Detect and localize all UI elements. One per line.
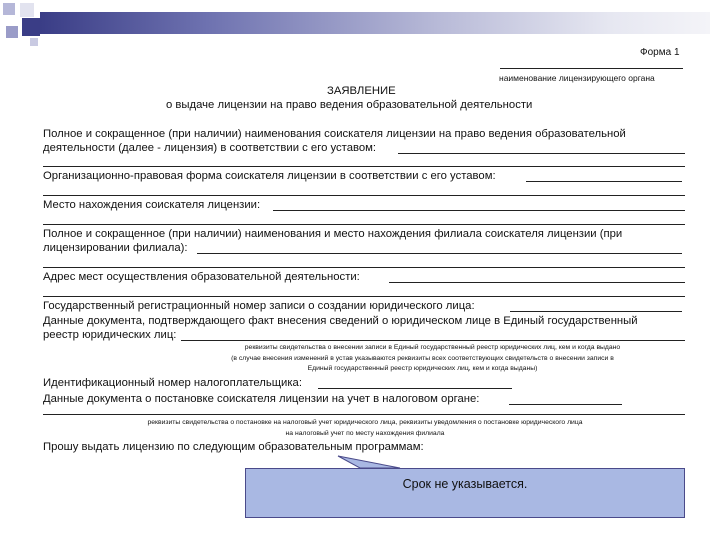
deco-square <box>22 18 40 36</box>
document-subtitle: о выдаче лицензии на право ведения образовательной деятельности <box>166 99 533 111</box>
field-legal-form-input-line-2[interactable] <box>43 195 685 196</box>
form-number: Форма 1 <box>640 47 680 58</box>
callout-note <box>245 468 685 518</box>
field-branch-label-cont: лицензировании филиала): <box>43 242 188 254</box>
field-ogrn-label: Государственный регистрационный номер записи о создании юридического лица: <box>43 300 475 312</box>
field-name-input-line[interactable] <box>398 153 685 154</box>
field-egrul-doc-label: Данные документа, подтверждающего факт внесения сведений о юридическом лице в Единый государственный <box>43 315 638 327</box>
field-egrul-doc-input-line[interactable] <box>181 340 685 341</box>
field-ogrn-input-line[interactable] <box>510 311 682 312</box>
deco-square <box>30 38 38 46</box>
licensing-body-line <box>500 68 683 69</box>
header-decoration <box>0 0 720 50</box>
field-tax-doc-input-line-2[interactable] <box>43 414 685 415</box>
tax-note-2: на налоговый учет по месту нахождения филиала <box>285 430 445 437</box>
field-location-input-line-2[interactable] <box>43 224 685 225</box>
field-addresses-input-line-2[interactable] <box>43 296 685 297</box>
field-inn-label: Идентификационный номер налогоплательщика: <box>43 377 302 389</box>
field-name-label: Полное и сокращенное (при наличии) наименования соискателя лицензии на право ведения образовательной <box>43 128 626 140</box>
licensing-body-caption: наименование лицензирующего органа <box>499 73 655 83</box>
request-text: Прошу выдать лицензию по следующим образовательным программам: <box>43 441 424 453</box>
field-location-input-line[interactable] <box>273 210 685 211</box>
field-location-label: Место нахождения соискателя лицензии: <box>43 199 261 211</box>
callout-text: Срок не указывается. <box>402 477 528 491</box>
field-branch-input-line[interactable] <box>197 253 682 254</box>
field-branch-input-line-2[interactable] <box>43 267 685 268</box>
field-name-label-cont: деятельности (далее - лицензия) в соответствии с его уставом: <box>43 142 377 154</box>
callout-pointer-shape <box>338 456 400 468</box>
deco-square <box>6 26 18 38</box>
field-branch-label: Полное и сокращенное (при наличии) наименования и место нахождения филиала соискателя лицензии (при <box>43 228 623 240</box>
field-legal-form-input-line[interactable] <box>526 181 682 182</box>
field-tax-doc-input-line[interactable] <box>509 404 622 405</box>
field-inn-input-line[interactable] <box>318 388 512 389</box>
header-gradient-bar <box>40 12 710 34</box>
deco-square <box>3 3 15 15</box>
deco-square <box>20 3 34 17</box>
tax-note-1: реквизиты свидетельства о постановке на налоговый учет юридического лица, реквизиты уведомления о постановке юридического лица <box>147 419 583 426</box>
field-addresses-label: Адрес мест осуществления образовательной деятельности: <box>43 271 360 283</box>
egrul-note-2: (в случае внесения изменений в устав указываются реквизиты всех соответствующих свидетельств о внесении записи в <box>231 355 614 362</box>
document-title: ЗАЯВЛЕНИЕ <box>327 85 396 97</box>
egrul-note-1: реквизиты свидетельства о внесении записи в Единый государственный реестр юридических лиц, кем и когда выдано <box>244 344 621 351</box>
field-tax-doc-label: Данные документа о постановке соискателя лицензии на учет в налоговом органе: <box>43 393 480 405</box>
egrul-note-3: Единый государственный реестр юридических лиц, кем и когда выданы) <box>307 365 538 372</box>
field-legal-form-label: Организационно-правовая форма соискателя лицензии в соответствии с его уставом: <box>43 170 496 182</box>
field-name-input-line-2[interactable] <box>43 166 685 167</box>
field-egrul-doc-label-cont: реестр юридических лиц: <box>43 329 177 341</box>
field-addresses-input-line[interactable] <box>389 282 685 283</box>
